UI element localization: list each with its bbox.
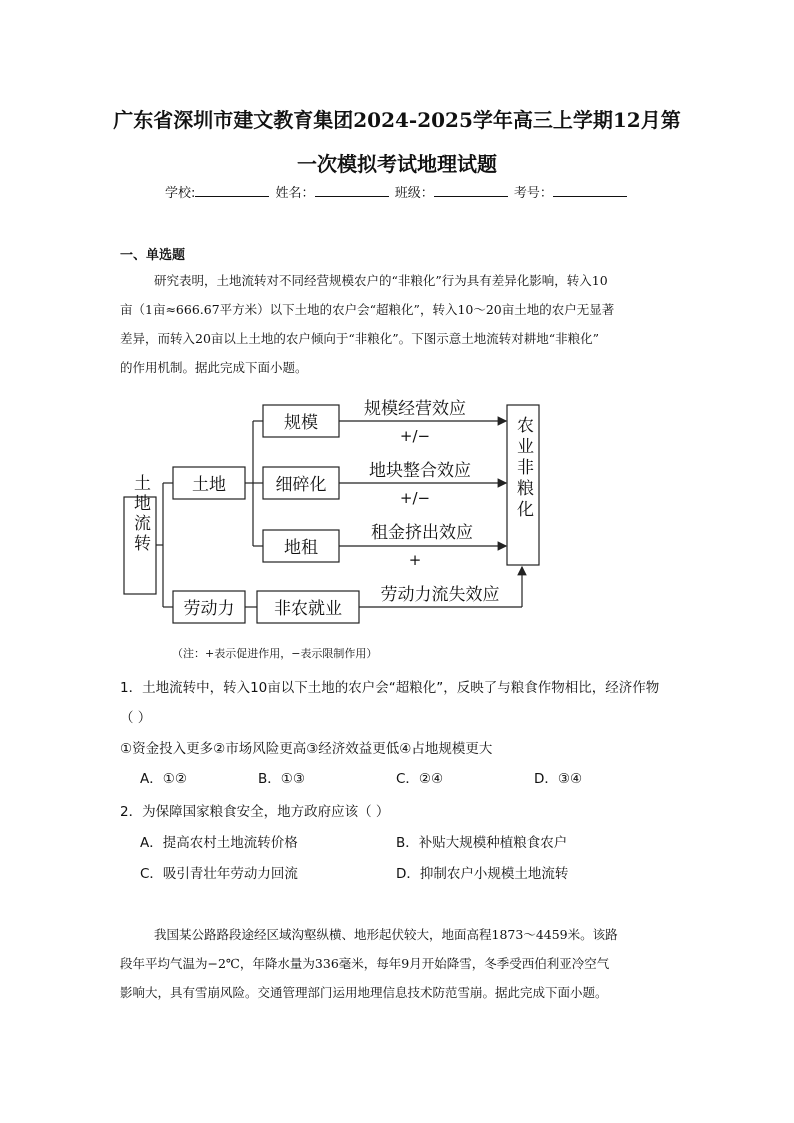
q1-option-a[interactable]: A．①② <box>140 771 187 787</box>
passage-2 <box>120 920 685 1007</box>
q1-option-b[interactable]: B．①③ <box>258 771 305 787</box>
root-node-text: 土地流转 <box>130 474 150 554</box>
effect-labor-text: 劳动力流失效应 <box>380 585 500 605</box>
labor-node-text: 劳动力 <box>183 599 235 619</box>
target-node-text: 农业非粮化 <box>513 416 533 521</box>
student-info-row <box>165 182 629 201</box>
passage-1-line2: 亩（1亩≈666.67平方米）以下土地的农户会“超粮化”，转入10～20亩土地的农户无显著 <box>120 302 615 317</box>
diagram-note: （注：+表示促进作用，−表示限制作用） <box>172 647 378 660</box>
number-blank[interactable] <box>553 184 627 197</box>
exam-title-line2: 一次模拟考试地理试题 <box>297 152 497 176</box>
q2-stem: 2．为保障国家粮食安全，地方政府应该（ ） <box>120 804 390 820</box>
passage-1 <box>120 266 685 382</box>
fragment-node-text: 细碎化 <box>275 475 327 495</box>
q1-option-d[interactable]: D．③④ <box>534 771 583 787</box>
q2-option-b[interactable]: B．补贴大规模种植粮食农户 <box>396 835 568 851</box>
sign-rent-text: + <box>408 551 422 569</box>
effect-fragment-text: 地块整合效应 <box>369 461 471 481</box>
school-blank[interactable] <box>195 184 269 197</box>
section-title: 一、单选题 <box>120 248 186 263</box>
passage-1-line4: 的作用机制。据此完成下面小题。 <box>120 360 308 375</box>
nonfarm-node-text: 非农就业 <box>274 599 342 619</box>
number-label: 考号： <box>513 186 553 201</box>
passage-2-line2: 段年平均气温为−2℃，年降水量为336毫米，每年9月开始降雪，冬季受西伯利亚冷空气 <box>120 956 610 971</box>
q1-option-c[interactable]: C．②④ <box>396 771 444 787</box>
effect-scale-text: 规模经营效应 <box>364 399 466 419</box>
passage-2-line3: 影响大，具有雪崩风险。交通管理部门运用地理信息技术防范雪崩。据此完成下面小题。 <box>120 985 608 1000</box>
name-blank[interactable] <box>315 184 389 197</box>
scale-node-text: 规模 <box>284 413 318 433</box>
class-blank[interactable] <box>434 184 508 197</box>
q1-stem-line2: （ ） <box>120 710 152 726</box>
q1-statements: ①资金投入更多②市场风险更高③经济效益更低④占地规模更大 <box>120 741 493 757</box>
effect-rent-text: 租金挤出效应 <box>371 523 473 543</box>
q2-option-a[interactable]: A．提高农村土地流转价格 <box>140 835 298 851</box>
sign-scale-text: +/− <box>399 427 431 445</box>
school-label: 学校: <box>165 186 196 201</box>
q2-option-c[interactable]: C．吸引青壮年劳动力回流 <box>140 866 298 882</box>
land-node-text: 土地 <box>192 475 226 495</box>
exam-title-line1: 广东省深圳市建文教育集团2024-2025学年高三上学期12月第 <box>113 108 681 132</box>
rent-node-text: 地租 <box>284 538 318 558</box>
name-label: 姓名： <box>275 186 315 201</box>
q1-stem-line1: 1．土地流转中，转入10亩以下土地的农户会“超粮化”，反映了与粮食作物相比，经济作物 <box>120 680 660 696</box>
passage-1-line3: 差异，而转入20亩以上土地的农户倾向于“非粮化”。下图示意土地流转对耕地“非粮化” <box>120 331 599 346</box>
sign-fragment-text: +/− <box>399 489 431 507</box>
passage-2-line1: 我国某公路路段途经区域沟壑纵横、地形起伏较大，地面高程1873～4459米。该路 <box>154 927 618 942</box>
q2-option-d[interactable]: D．抑制农户小规模土地流转 <box>396 866 569 882</box>
class-label: 班级： <box>394 186 434 201</box>
passage-1-line1: 研究表明，土地流转对不同经营规模农户的“非粮化”行为具有差异化影响，转入10 <box>154 273 608 288</box>
